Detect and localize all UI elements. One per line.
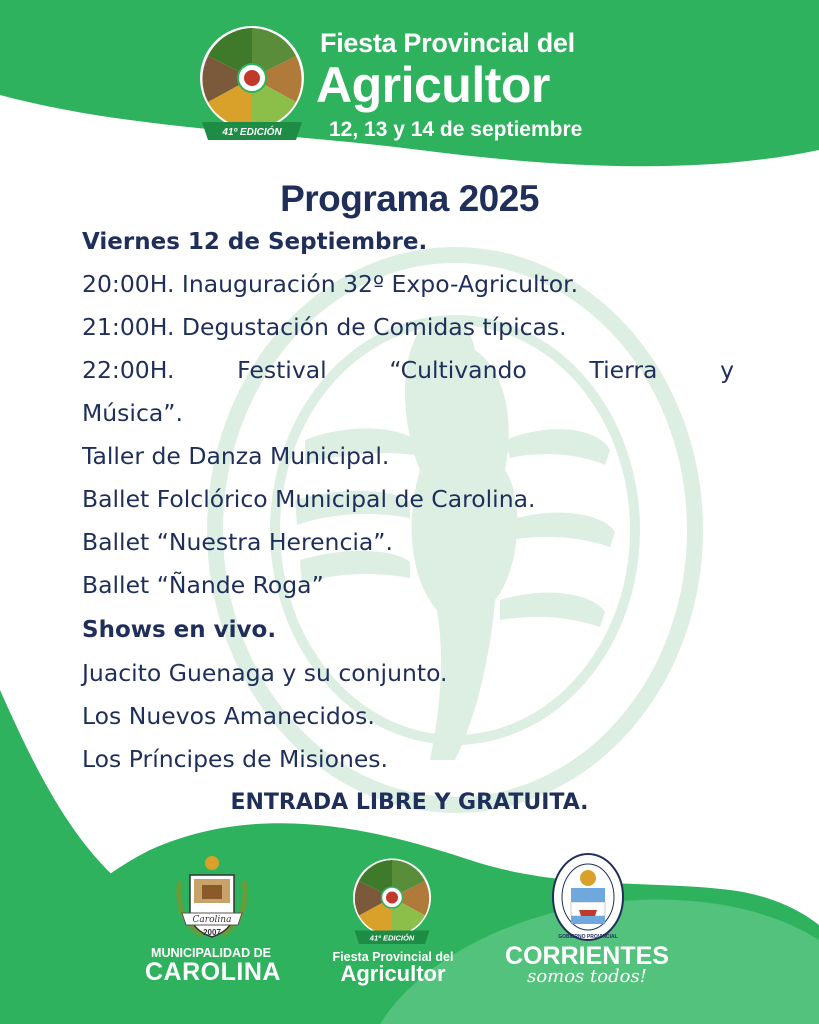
municipality-line2: CAROLINA xyxy=(145,958,281,986)
show-item: Juacito Guenaga y su conjunto. xyxy=(82,659,448,687)
program-item: 21:00H. Degustación de Comidas típicas. xyxy=(82,313,567,341)
logo-badge-text: 41º EDICIÓN xyxy=(222,127,282,138)
act-item: Taller de Danza Municipal. xyxy=(82,442,390,470)
program-item: 20:00H. Inauguración 32º Expo-Agricultor. xyxy=(82,270,579,298)
festival-word: “Cultivando xyxy=(389,356,527,384)
fiesta-footer-line2: Agricultor xyxy=(340,961,446,986)
shows-heading: Shows en vivo. xyxy=(82,617,277,643)
crest-ribbon-text: Carolina xyxy=(192,915,232,925)
program-item-festival xyxy=(82,356,734,384)
corrientes-seal-text: GOBIERNO PROVINCIAL xyxy=(558,934,618,940)
header-title-line1: Fiesta Provincial del xyxy=(320,28,575,58)
municipality-line1: MUNICIPALIDAD DE xyxy=(151,946,271,960)
show-item: Los Nuevos Amanecidos. xyxy=(82,702,375,730)
corrientes-line1: CORRIENTES xyxy=(505,942,669,970)
corrientes-seal xyxy=(551,852,625,942)
header-title-line2: Agricultor xyxy=(316,57,550,113)
small-logo-badge-text: 41º EDICIÓN xyxy=(369,933,415,943)
show-item: Los Príncipes de Misiones. xyxy=(82,745,389,773)
corrientes-line2: somos todos! xyxy=(527,966,647,987)
festival-word: Tierra xyxy=(589,356,658,384)
entry-notice: ENTRADA LIBRE Y GRATUITA. xyxy=(230,790,589,815)
program-item-festival-cont: Música”. xyxy=(82,399,183,427)
fiesta-logo-small xyxy=(350,856,434,948)
fiesta-footer-line1: Fiesta Provincial del xyxy=(332,950,454,964)
program-title: Programa 2025 xyxy=(280,178,539,219)
day-heading: Viernes 12 de Septiembre. xyxy=(82,229,428,255)
act-item: Ballet “Nuestra Herencia”. xyxy=(82,528,393,556)
fiesta-logo xyxy=(196,24,308,144)
festival-word: Festival xyxy=(237,356,327,384)
act-item: Ballet Folclórico Municipal de Carolina. xyxy=(82,485,536,513)
header-dates: 12, 13 y 14 de septiembre xyxy=(329,118,583,141)
festival-word: 22:00H. xyxy=(82,356,175,384)
act-item: Ballet “Ñande Roga” xyxy=(82,571,324,599)
crest-year-text: 2007 xyxy=(203,928,221,937)
municipality-crest xyxy=(172,853,252,945)
festival-word: y xyxy=(720,356,734,384)
